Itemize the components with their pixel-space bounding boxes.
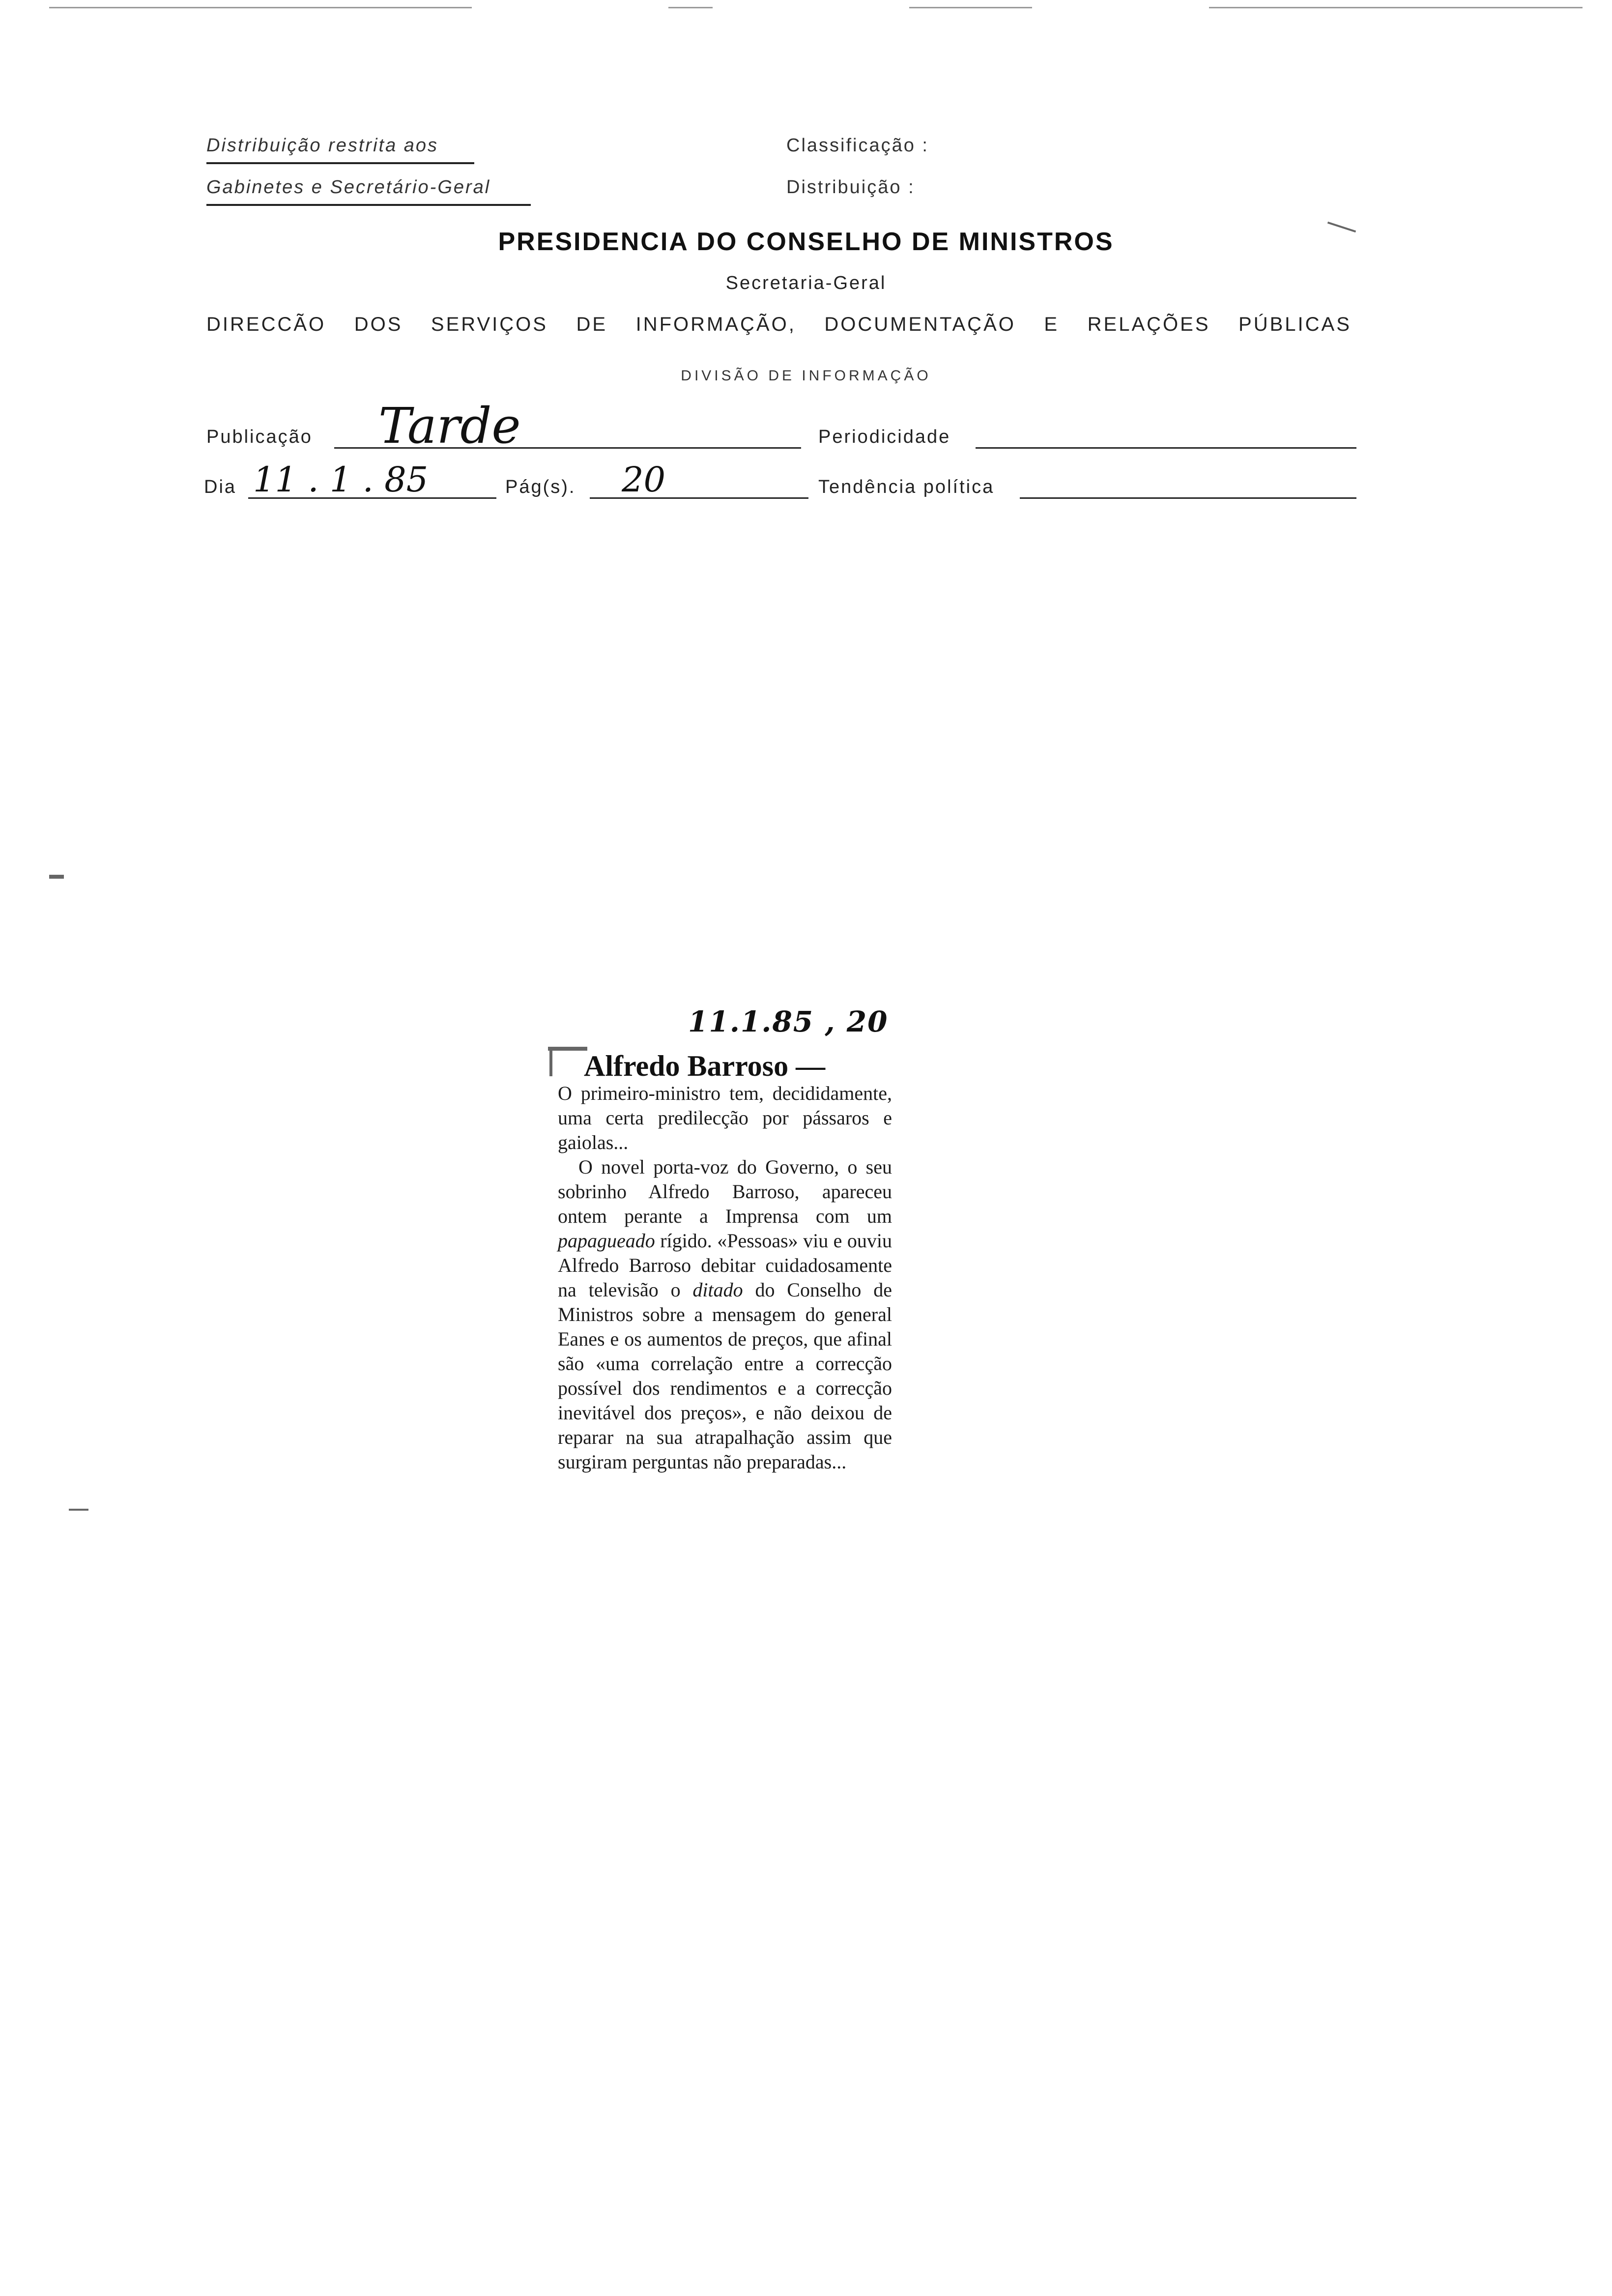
directorate-word: DE — [576, 314, 608, 335]
pages-label: Pág(s). — [505, 477, 576, 497]
division-label: DIVISÃO DE INFORMAÇÃO — [681, 368, 931, 384]
clipping-edge-mark — [549, 1047, 552, 1076]
paragraph-2-italic: papagueado — [558, 1230, 655, 1252]
publication-label: Publicação — [206, 427, 313, 447]
directorate-word: RELAÇÕES — [1087, 314, 1210, 335]
distribution-line-2: Gabinetes e Secretário-Geral — [206, 177, 491, 198]
tendency-line — [1020, 497, 1356, 499]
distribution-note-2 — [206, 177, 531, 206]
clipping-date-stamp: 11.1.85 , 20 — [688, 1005, 889, 1038]
directorate-word: DIRECCÃO — [206, 314, 326, 335]
paragraph-2-text: O novel porta-voz do Governo, o seu sobrinho Alfredo Barroso, apareceu ontem perante a Imprensa com um — [558, 1156, 892, 1227]
day-label: Dia — [204, 477, 237, 497]
clipping-body — [558, 1081, 892, 1474]
periodicity-label: Periodicidade — [818, 427, 951, 447]
distribution-label: Distribuição : — [786, 177, 915, 198]
organization-subtitle: Secretaria-Geral — [725, 273, 887, 293]
pages-handwritten: 20 — [622, 459, 666, 500]
directorate-word: INFORMAÇÃO, — [635, 314, 796, 335]
scan-speck — [49, 875, 64, 879]
distribution-note — [206, 135, 474, 164]
directorate-word: DOCUMENTAÇÃO — [824, 314, 1016, 335]
paragraph-2-italic: ditado — [692, 1279, 743, 1301]
scan-edge-mark — [1209, 7, 1583, 8]
underline — [206, 162, 474, 164]
day-handwritten: 11 . 1 . 85 — [253, 459, 429, 500]
scan-edge-mark — [49, 7, 472, 8]
tendency-label: Tendência política — [818, 477, 995, 497]
distribution-line-1: Distribuição restrita aos — [206, 135, 439, 156]
scan-edge-mark — [909, 7, 1032, 8]
directorate-word: E — [1044, 314, 1060, 335]
directorate-word: DOS — [354, 314, 403, 335]
directorate-word: PÚBLICAS — [1238, 314, 1352, 335]
scan-edge-mark — [668, 7, 713, 8]
scan-speck — [69, 1509, 88, 1511]
paragraph-2-text: do Conselho de Ministros sobre a mensagem do general Eanes e os aumentos de preços, que afinal são «uma correlação entre a correcção possível dos rendimentos e a correcção inevitável dos preços», e não deixou de reparar na sua atrapalhação assim que surgiram perguntas não preparadas... — [558, 1279, 892, 1473]
underline — [206, 204, 531, 206]
paragraph-2-text: rígido. «Pessoas» viu e ouviu Alfredo Barroso debitar cuidadosamente na televisão o — [558, 1230, 892, 1301]
classification-label: Classificação : — [786, 135, 929, 156]
periodicity-line — [976, 447, 1356, 449]
clipping-headline: Alfredo Barroso — — [584, 1050, 826, 1082]
clipping-edge-mark — [548, 1047, 587, 1051]
organization-title: PRESIDENCIA DO CONSELHO DE MINISTROS — [498, 228, 1114, 256]
directorate-line — [206, 314, 1352, 336]
clipping-paragraph-1: O primeiro-ministro tem, decididamente, uma certa predilecção por pássaros e gaiolas... — [558, 1082, 892, 1153]
clipping-paragraph-2 — [558, 1155, 892, 1474]
publication-handwritten: Tarde — [378, 397, 521, 455]
directorate-word: SERVIÇOS — [431, 314, 548, 335]
